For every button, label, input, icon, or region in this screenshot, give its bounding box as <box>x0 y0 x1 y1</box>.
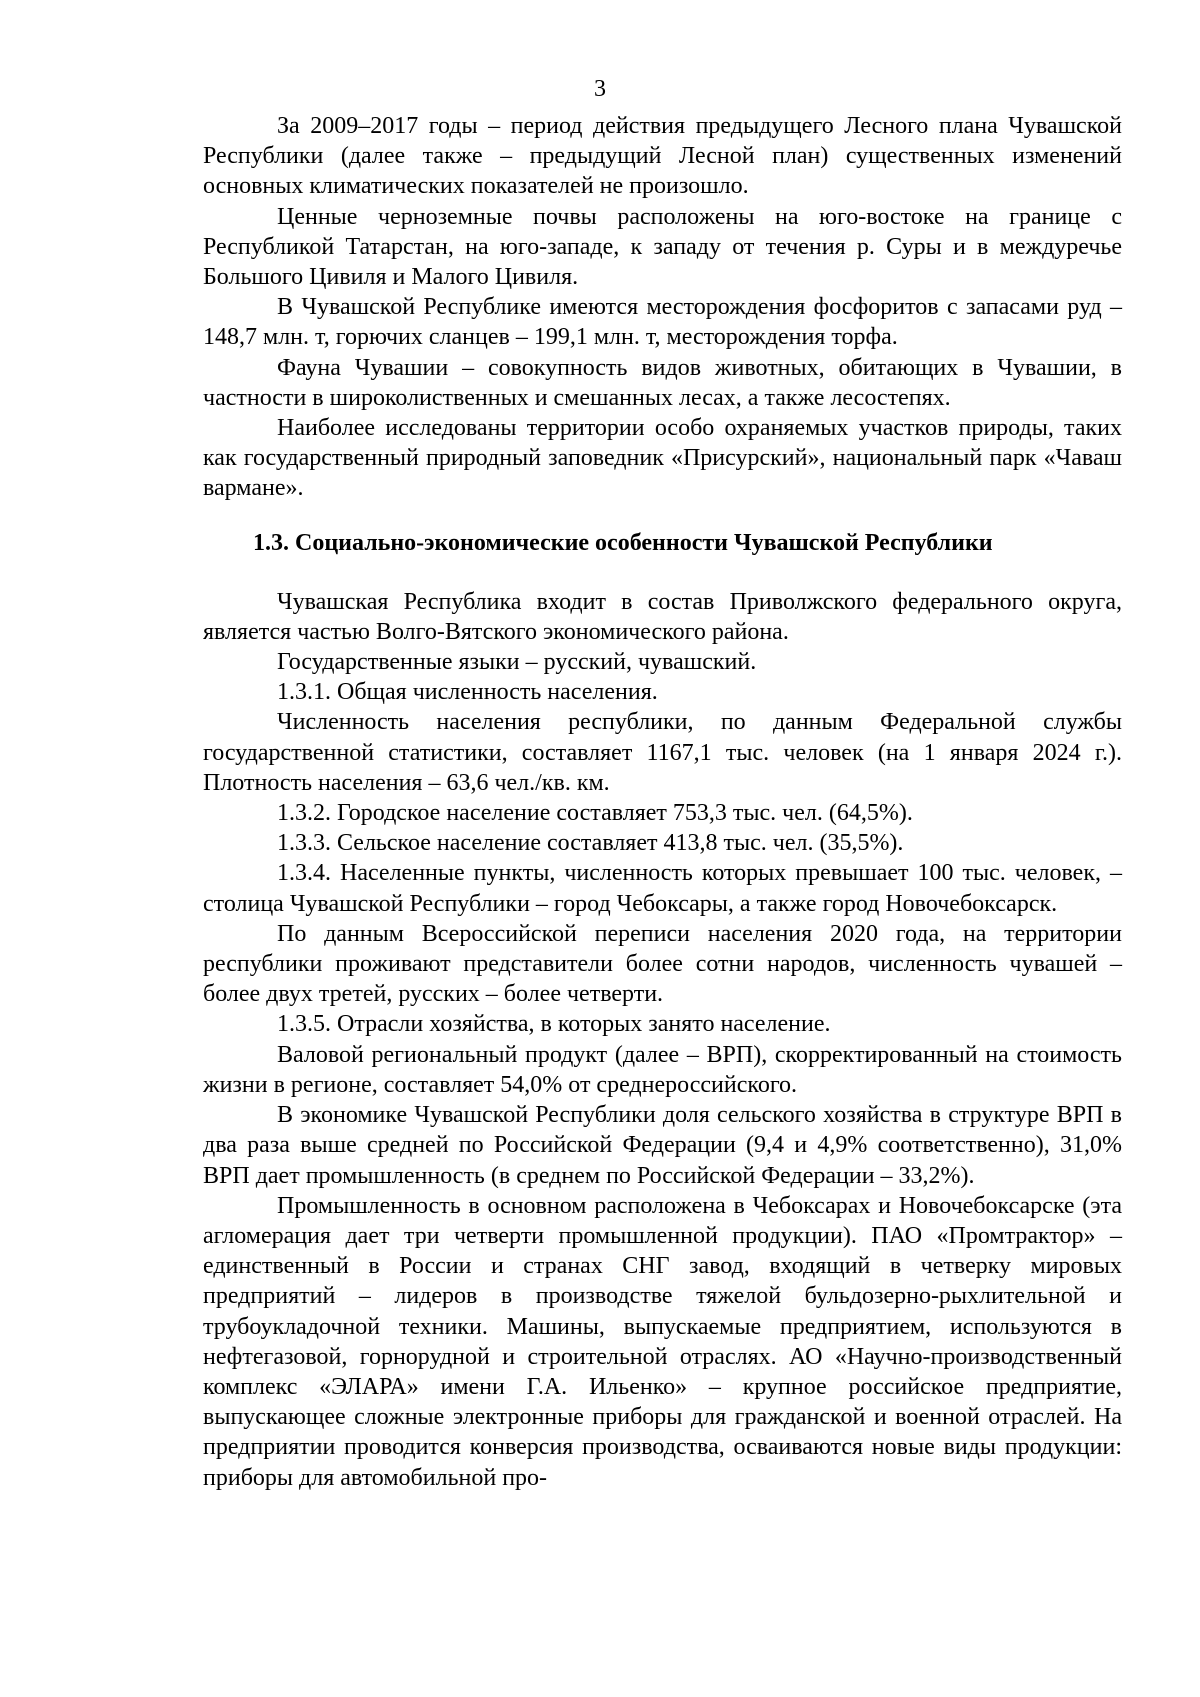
section-heading: 1.3. Социально-экономические особенности Чувашской Республики <box>253 529 993 556</box>
paragraph-languages: Государственные языки – русский, чувашский. <box>277 649 757 676</box>
paragraph-soils: Ценные черноземные почвы расположены на юго-востоке на границе с Республикой Татарстан, на юго-западе, к западу от течения р. Суры и в междуречье Большого Цивиля и Малого Цивиля. <box>203 203 1122 291</box>
paragraph-minerals: В Чувашской Республике имеются месторождения фосфоритов с запасами руд – 148,7 млн. т, горючих сланцев – 199,1 млн. т, месторождения торфа. <box>203 294 1122 351</box>
page-number: 3 <box>594 76 606 102</box>
paragraph-grp: Валовой региональный продукт (далее – ВРП), скорректированный на стоимость жизни в регионе, составляет 54,0% от среднероссийского. <box>203 1041 1122 1098</box>
document-body <box>203 111 1122 1493</box>
paragraph-fauna: Фауна Чувашии – совокупность видов животных, обитающих в Чувашии, в частности в широколиственных и смешанных лесах, а также лесостепях. <box>203 354 1122 411</box>
paragraph-population-heading: 1.3.1. Общая численность населения. <box>277 679 658 706</box>
paragraph-census: По данным Всероссийской переписи населения 2020 года, на территории республики проживают представители более сотни народов, численность чувашей – более двух третей, русских – более четверти. <box>203 920 1122 1008</box>
paragraph-climate: За 2009–2017 годы – период действия предыдущего Лесного плана Чувашской Республики (далее также – предыдущий Лесной план) существенных изменений основных климатических показателей не произошло. <box>203 113 1122 200</box>
paragraph-agriculture: В экономике Чувашской Республики доля сельского хозяйства в структуре ВРП в два раза выше средней по Российской Федерации (9,4 и 4,9% соответственно), 31,0% ВРП дает промышленность (в среднем по Российской Федерации – 33,2%). <box>203 1102 1122 1189</box>
paragraph-protected-areas: Наиболее исследованы территории особо охраняемых участков природы, таких как государственный природный заповедник «Присурский», национальный парк «Чаваш вармане». <box>203 415 1122 502</box>
paragraph-settlements: 1.3.4. Населенные пункты, численность которых превышает 100 тыс. человек, – столица Чувашской Республики – город Чебоксары, а также город Новочебоксарск. <box>203 860 1122 917</box>
paragraph-population: Численность населения республики, по данным Федеральной службы государственной статистики, составляет 1167,1 тыс. человек (на 1 января 2024 г.). Плотность населения – 63,6 чел./кв. км. <box>203 709 1122 796</box>
paragraph-economy-heading: 1.3.5. Отрасли хозяйства, в которых занято население. <box>277 1011 831 1038</box>
paragraph-federal-district: Чувашская Республика входит в состав Приволжского федерального округа, является частью Волго-Вятского экономического района. <box>203 588 1122 645</box>
paragraph-industry: Промышленность в основном расположена в Чебоксарах и Новочебоксарске (эта агломерация дает три четверти промышленной продукции). ПАО «Промтрактор» – единственный в России и странах СНГ завод, входящий в четверку мировых предприятий – лидеров в производстве тяжелой бульдозерно-рыхлительной и трубоукладочной техники. Машины, выпускаемые предприятием, используются в нефтегазовой, горнорудной и строительной отраслях. АО «Научно-производственный комплекс «ЭЛАРА» имени Г.А. Ильенко» – крупное российское предприятие, выпускающее сложные электронные приборы для гражданской и военной отраслей. На предприятии проводится конверсия производства, осваиваются новые виды продукции: приборы для автомобильной про- <box>203 1192 1122 1491</box>
paragraph-rural-population: 1.3.3. Сельское население составляет 413,8 тыс. чел. (35,5%). <box>277 830 904 857</box>
paragraph-urban-population: 1.3.2. Городское население составляет 753,3 тыс. чел. (64,5%). <box>277 800 913 827</box>
